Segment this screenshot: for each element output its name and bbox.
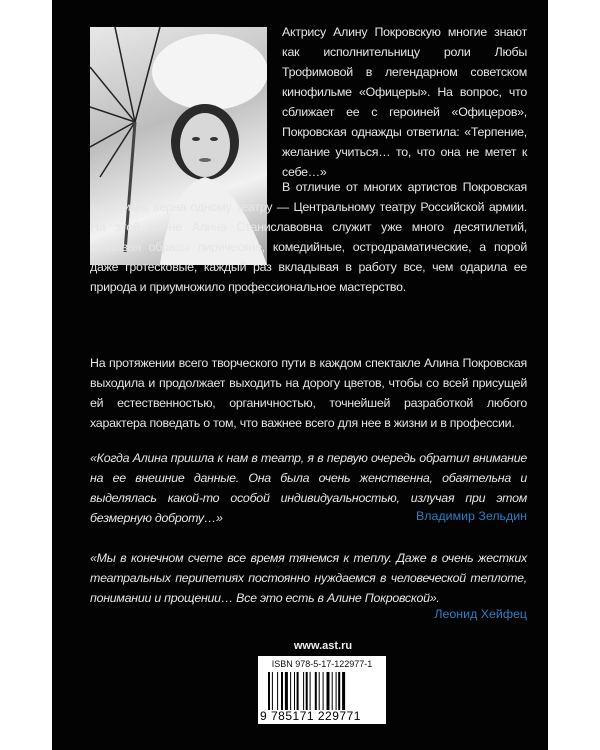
barcode-bar <box>268 672 270 710</box>
barcode-bar <box>338 672 340 710</box>
publisher-website: www.ast.ru <box>293 640 353 652</box>
barcode-bar <box>336 672 337 710</box>
barcode-bar <box>319 672 320 710</box>
barcode-bar <box>277 672 278 710</box>
career-paragraph: На протяжении всего творческого пути в каждом спектакле Алина Покровская выходила и продолжает выходить на дорогу цветов, чтобы со всей присущей ей естественностью, органичностью, точнейшей разработкой любого характера поведать о том, что важнее всего для нее в жизни и в профессии. <box>90 356 527 430</box>
intro-paragraph: Актрису Алину Покровскую многие знают как исполнительницу роли Любы Трофимовой в легендарном советском кинофильме «Офицеры». На вопрос, что сближает ее с героиней «Офицеров», Покровская однажды ответила: «Терпение, желание учиться… то, что она не метет к себе…» <box>282 25 527 179</box>
barcode-bar <box>297 672 299 710</box>
quote-kheifets: «Мы в конечном счете все время тянемся к теплу. Даже в очень жестких театральных перипетиях постоянно нуждаемся в человеческой теплоте, понимании и прощении… Все это есть в Алине Покровской». <box>90 551 527 605</box>
barcode-bar <box>327 672 330 710</box>
quote-author-kheifets: Леонид Хейфец <box>434 607 527 621</box>
isbn-label: ISBN 978-5-17-122977-1 <box>271 659 373 669</box>
barcode-bar <box>281 672 283 710</box>
barcode-digits: 9 785171 229771 <box>260 709 361 723</box>
barcode-bars <box>268 672 378 710</box>
barcode-bar <box>306 672 308 710</box>
isbn-barcode <box>258 656 386 724</box>
barcode-bar <box>315 672 317 710</box>
barcode-bar <box>285 672 288 710</box>
theatre-paragraph: В отличие от многих артистов Покровская всю жизнь верна одному театру — Центральному театру Российской армии. На этой сцене Алина Станиславовна служит уже много десятилетий, создавая образы лирические, комедийные, остродраматические, а порой даже гротесковые, каждый раз вкладывая в работу все, чем одарила ее природа и приумножило профессиональное мастерство. <box>90 180 527 294</box>
barcode-bar <box>294 672 295 710</box>
barcode-bar <box>290 672 291 710</box>
barcode-bar <box>303 672 304 710</box>
quote-zeldin: «Когда Алина пришла к нам в театр, я в первую очередь обратил внимание на ее внешние данные. Она была очень женственна, обаятельна и выделялась какой-то особой индивидуальностью, излучая при этом безмерную доброту…» <box>90 451 527 525</box>
barcode-bar <box>272 672 273 710</box>
barcode-bar <box>342 672 345 710</box>
barcode-bar <box>323 672 324 710</box>
quote-author-zeldin: Владимир Зельдин <box>416 509 527 523</box>
barcode-bar <box>310 672 311 710</box>
barcode-bar <box>332 672 333 710</box>
